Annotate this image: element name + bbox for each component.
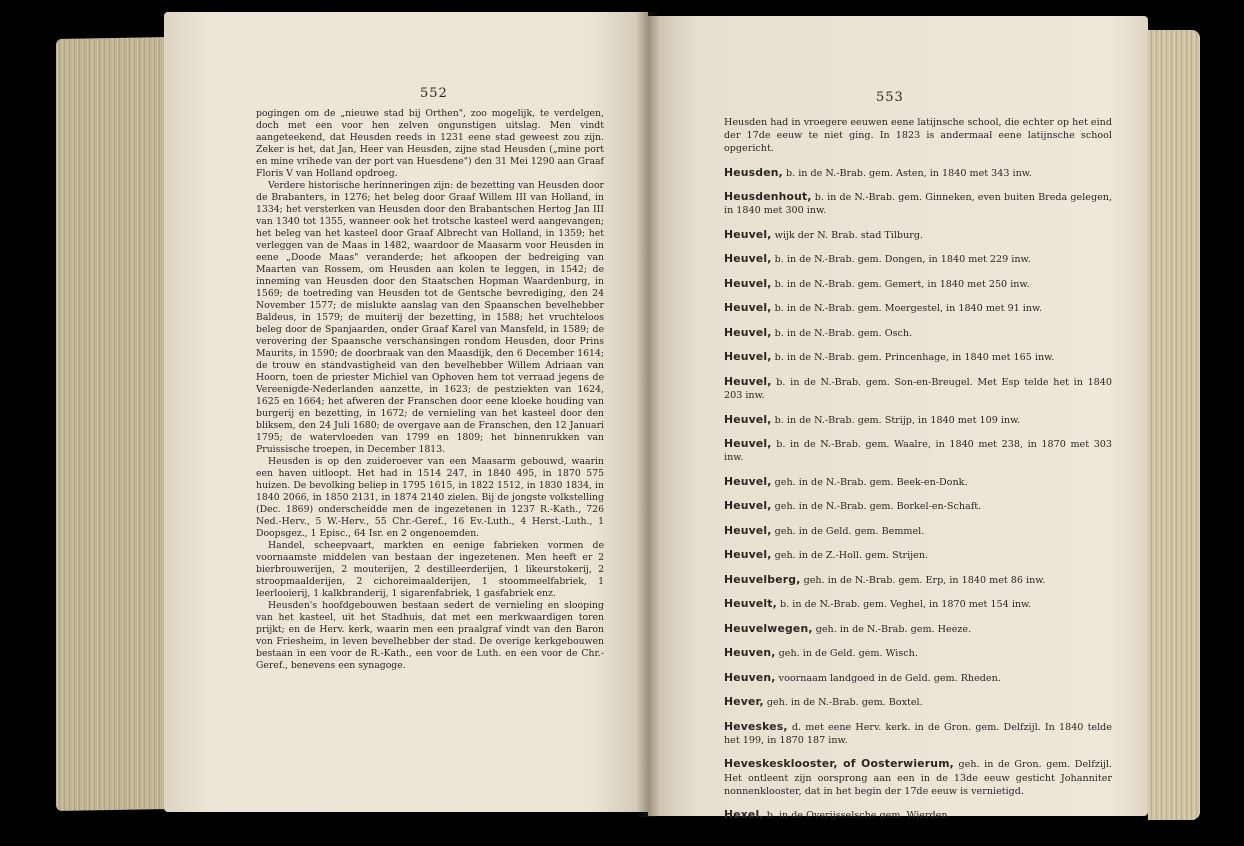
entry-headword: Hexel, [724,808,764,822]
entry-headword: Heuvelberg, [724,572,801,586]
entry-text: b. in de N.-Brab. gem. Gemert, in 1840 met 250 inw. [771,278,1030,290]
entry-headword: Heuvel, [724,301,772,315]
paragraph: Heusden's hoofdgebouwen bestaan sedert de vernieling en slooping van het kasteel, uit het Stadhuis, dat met een merkwaardigen toren prijkt; en de Herv. kerk, waarin men een praalgraf vindt van den Baron von Friesheim, in leven bevelhebber der stad. De overige kerkgebouwen bestaan in een voor de R.-Kath., een voor de Luth. en een voor de Chr.-Geref., benevens een synagoge. [256,600,604,671]
entry-text: b. in de N.-Brab. gem. Osch. [771,327,913,339]
entry-text: geh. in de Geld. gem. Bemmel. [771,525,925,537]
open-book [48,12,1200,832]
entry-headword: Heuven, [724,670,776,684]
entry-text: b. in de N.-Brab. gem. Asten, in 1840 met 343 inw. [782,167,1032,179]
book-gutter [636,12,660,817]
gazetteer-entry [724,475,1112,489]
gazetteer-entry [724,277,1112,291]
gazetteer-entry [724,548,1112,562]
entry-text: geh. in de N.-Brab. gem. Beek-en-Donk. [771,476,968,488]
gazetteer-entry [724,524,1112,538]
gazetteer-entry [724,720,1112,747]
entry-text: geh. in de Geld. gem. Wisch. [775,648,918,660]
entry-headword: Heuvel, [724,548,772,562]
gazetteer-entries [724,166,1112,823]
paragraph: pogingen om de „nieuwe stad bij Orthen", zoo mogelijk, te verdelgen, doch met een voor hen zelven ongunstigen uitslag. Men vindt aangeteekend, dat Heusden reeds in 1231 eene stad geweest zou zijn. Zeker is het, dat Jan, Heer van Heusden, zijne stad Heusden („mine port en mine vrihede van der port van Huesdene") den 31 Mei 1290 aan Graaf Floris V van Holland opdroeg. [256,108,604,179]
entry-headword: Heuvel, [724,252,772,266]
gazetteer-entry [724,375,1112,402]
entry-text: voornaam landgoed in de Geld. gem. Rheden. [775,672,1001,684]
page-edges-right [1148,30,1200,820]
entry-headword: Heuvel, [724,412,772,426]
entry-text: b. in de N.-Brab. gem. Veghel, in 1870 met 154 inw. [776,599,1032,611]
gazetteer-entry [724,166,1112,180]
entry-headword: Heuvel, [724,325,772,339]
entry-headword: Heuvelt, [724,597,777,611]
entry-headword: Heveskesklooster, of Oosterwierum, [724,757,954,771]
paragraph: Handel, scheepvaart, markten en eenige fabrieken vormen de voornaamste middelen van bestaan der ingezetenen. Men heeft er 2 bierbrouwerijen, 2 mouterijen, 2 destilleerderijen, 1 likeurstokerij, 2 stroopmaalderijen, 2 cichoreimaalderijen, 1 stoommeelfabriek, 1 leerlooierij, 1 kalkbranderij, 1 sigarenfabriek, 1 gasfabriek enz. [256,540,604,599]
entry-text: geh. in de N.-Brab. gem. Heeze. [812,623,972,635]
gazetteer-entry [724,301,1112,315]
entry-text: b. in de N.-Brab. gem. Ginneken, even buiten Breda gelegen, in 1840 met 300 inw. [724,192,1112,217]
entry-text: b. in de Overijsselsche gem. Wierden. [763,810,951,822]
gazetteer-entry [724,646,1112,660]
gazetteer-entry [724,252,1112,266]
entry-text: b. in de N.-Brab. gem. Moergestel, in 1840 met 91 inw. [771,303,1043,315]
gazetteer-entry [724,413,1112,427]
gazetteer-entry [724,808,1112,822]
page-edges-left [56,37,168,811]
entry-headword: Heuvel, [724,474,772,488]
entry-headword: Heusden, [724,165,783,179]
entry-headword: Heuvel, [724,437,772,451]
intro-paragraph: Heusden had in vroegere eeuwen eene latijnsche school, die echter op het eind der 17de eeuw te niet ging. In 1823 is andermaal eene latijnsche school opgericht. [724,117,1112,155]
right-page [648,16,1148,822]
entry-headword: Hever, [724,695,764,709]
entry-text: b. in de N.-Brab. gem. Waalre, in 1840 met 238, in 1870 met 303 inw. [724,439,1112,464]
gazetteer-entry [724,326,1112,340]
entry-text: b. in de N.-Brab. gem. Dongen, in 1840 met 229 inw. [771,254,1031,266]
entry-text: b. in de N.-Brab. gem. Son-en-Breugel. Met Esp telde het in 1840 203 inw. [724,376,1112,402]
left-page-text [256,108,604,672]
page-number-left: 552 [420,86,448,101]
entry-headword: Heuvel, [724,276,772,290]
gazetteer-entry [724,350,1112,364]
entry-text: geh. in de N.-Brab. gem. Borkel-en-Schaft. [771,501,982,513]
entry-text: b. in de N.-Brab. gem. Princenhage, in 1840 met 165 inw. [771,352,1055,364]
entry-headword: Heuvel, [724,523,772,537]
left-page [164,12,648,812]
entry-headword: Heuven, [724,646,776,660]
entry-text: geh. in de Z.-Holl. gem. Strijen. [771,550,929,562]
entry-headword: Heveskes, [724,719,788,733]
entry-headword: Heuvelwegen, [724,621,813,635]
entry-headword: Heuvel, [724,374,772,388]
gazetteer-entry [724,228,1112,242]
entry-text: geh. in de N.-Brab. gem. Boxtel. [763,697,923,709]
entry-text: geh. in de Gron. gem. Delfzijl. Het ontleent zijn oorsprong aan een in de 13de eeuw gesticht Johanniter nonnenklooster, dat in het begin der 17de eeuw is vernietigd. [724,759,1112,797]
gazetteer-entry [724,437,1112,464]
gazetteer-entry [724,695,1112,709]
entry-headword: Heuvel, [724,350,772,364]
entry-headword: Heuvel, [724,227,772,241]
entry-headword: Heusdenhout, [724,190,812,204]
paragraph: Heusden is op den zuideroever van een Maasarm gebouwd, waarin een haven uitloopt. Het had in 1514 247, in 1840 495, in 1870 575 huizen. De bevolking beliep in 1795 1615, in 1822 1512, in 1830 1834, in 1840 2066, in 1850 2131, in 1874 2140 zielen. Bij de jongste volkstelling (Dec. 1869) onderscheidde men de ingezetenen in 1237 R.-Kath., 726 Ned.-Herv., 5 W.-Herv., 55 Chr.-Geref., 16 Ev.-Luth., 4 Herst.-Luth., 1 Doopsgez., 1 Episc., 64 Isr. en 2 ongenoemden. [256,456,604,539]
gazetteer-entry [724,757,1112,798]
gazetteer-entry [724,190,1112,217]
entry-text: d. met eene Herv. kerk. in de Gron. gem. Delfzijl. In 1840 telde het 199, in 1870 187 inw. [724,721,1112,746]
gazetteer-entry [724,671,1112,685]
entry-text: b. in de N.-Brab. gem. Strijp, in 1840 met 109 inw. [771,414,1021,426]
entry-headword: Heuvel, [724,499,772,513]
right-page-text [724,116,1112,833]
gazetteer-entry [724,499,1112,513]
entry-text: geh. in de N.-Brab. gem. Erp, in 1840 met 86 inw. [800,574,1046,586]
entry-text: wijk der N. Brab. stad Tilburg. [771,229,924,241]
gazetteer-entry [724,597,1112,611]
page-number-right: 553 [876,90,904,105]
gazetteer-entry [724,622,1112,636]
paragraph: Verdere historische herinneringen zijn: de bezetting van Heusden door de Brabanters, in 1276; het beleg door Graaf Willem III van Holland, in 1334; het versterken van Heusden door den Brabantschen Hertog Jan III van 1340 tot 1355, wanneer ook het trotsche kasteel werd aangevangen; het beleg van het kasteel door Graaf Albrecht van Holland, in 1359; het verleggen van de Maas in 1482, waardoor de Maasarm voor Heusden in eene „Doode Maas" veranderde; het afkoopen der bedreiging van Maarten van Rossem, om Heusden aan kolen te leggen, in 1542; de inneming van Heusden door den Staatschen Hopman Waardenburg, in 1569; de toetreding van Heusden tot de Gentsche bevrediging, den 24 November 1577; de mislukte aanslag van den Spaanschen bevelhebber Baldeus, in 1579; de muiterij der bezetting, in 1588; het vruchteloos beleg door de Spanjaarden, onder Graaf Karel van Mansfeld, in 1589; de verovering der Spaansche verschansingen rondom Heusden, door Prins Maurits, in 1590; de doorbraak van den Maasdijk, den 6 December 1614; de trouw en standvastigheid van den bevelhebber Willem Adriaan van Hoorn, toen de priester Michiel van Ophoven hem tot verraad jegens de Vereenigde-Nederlanden aanzette, in 1623; de pestziekten van 1624, 1625 en 1664; het afweren der Franschen door eene kloeke houding van burgerij en bezetting, in 1672; de vernieling van het kasteel door den bliksem, den 24 Juli 1680; de overgave aan de Franschen, den 12 Januari 1795; de watervloeden van 1799 en 1809; het binnenrukken van Pruissische troepen, in December 1813. [256,180,604,455]
gazetteer-entry [724,573,1112,587]
